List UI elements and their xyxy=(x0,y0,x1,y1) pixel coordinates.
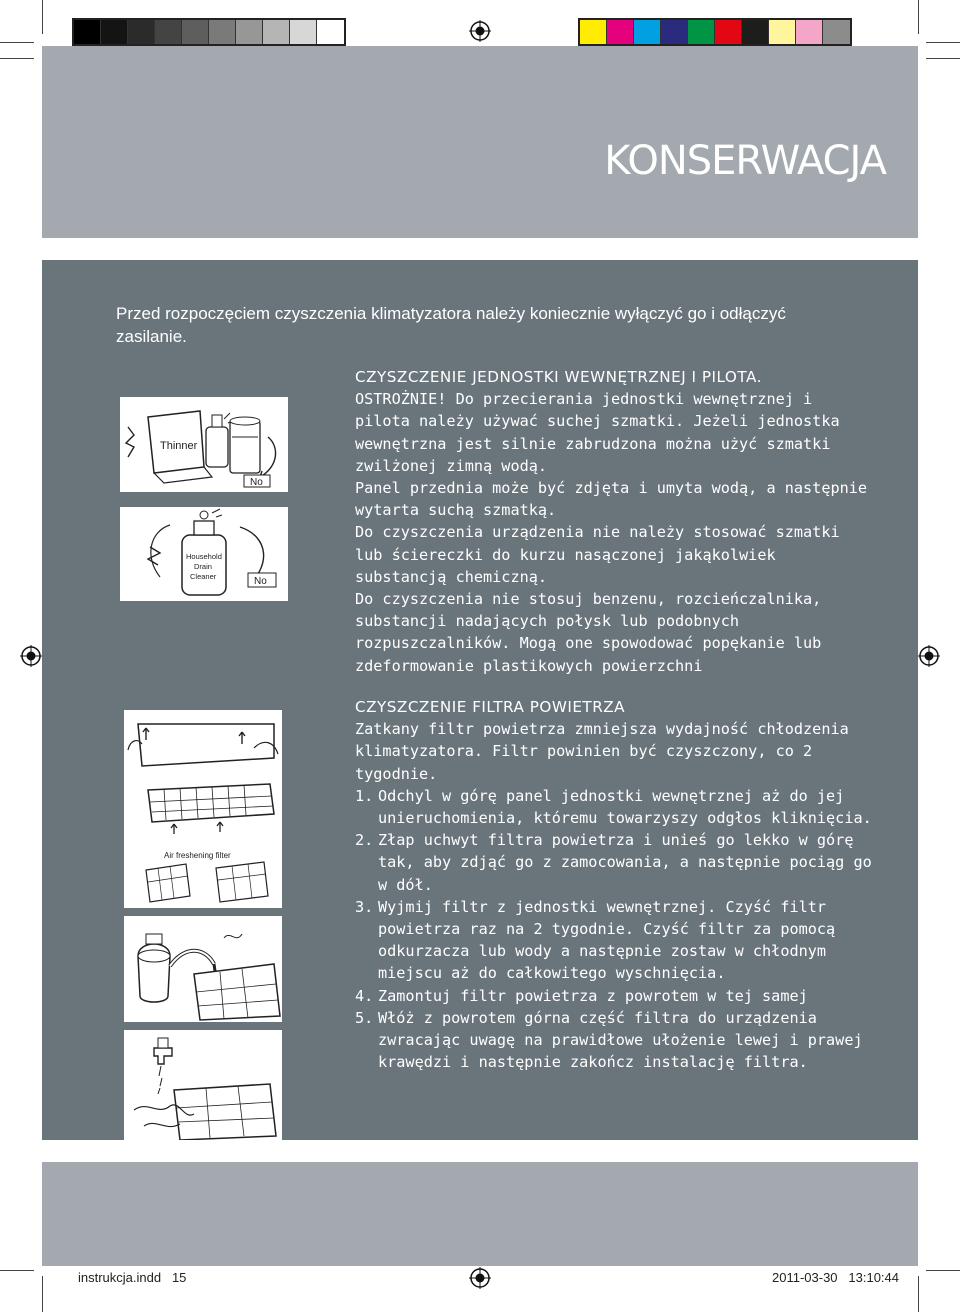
calibration-swatch xyxy=(128,20,155,44)
calibration-swatch xyxy=(742,20,769,44)
crop-mark xyxy=(42,1276,43,1312)
cleaner-label-line3: Cleaner xyxy=(190,572,217,581)
slug-time: 13:10:44 xyxy=(848,1270,899,1285)
slug-file: instrukcja.indd xyxy=(78,1270,162,1285)
calibration-swatch xyxy=(823,20,850,44)
registration-mark-icon xyxy=(469,20,491,42)
crop-mark xyxy=(0,42,34,43)
crop-mark xyxy=(926,58,960,59)
section-heading: CZYSZCZENIE JEDNOSTKI WEWNĘTRZNEJ I PILOTA. xyxy=(355,368,762,386)
crop-mark xyxy=(926,42,960,43)
filter-removal-illustration xyxy=(124,710,282,908)
cleaner-label-line1: Household xyxy=(186,552,222,561)
chemicals-illustration xyxy=(120,397,288,492)
calibration-swatch xyxy=(580,20,607,44)
registration-mark-icon xyxy=(918,645,940,667)
color-calibration-bar xyxy=(578,18,852,46)
step-item xyxy=(355,1007,875,1074)
section-heading: CZYSZCZENIE FILTRA POWIETRZA xyxy=(355,698,626,716)
calibration-swatch xyxy=(101,20,128,44)
step-item xyxy=(355,785,875,829)
step-text: Odchyl w górę panel jednostki wewnętrznej aż do jej unieruchomienia, któremu towarzyszy odgłos kliknięcia. xyxy=(378,786,872,828)
slug-timestamp xyxy=(772,1270,899,1285)
page-title: KONSERWACJA xyxy=(604,138,886,184)
step-number: 2. xyxy=(355,831,374,850)
calibration-swatch xyxy=(155,20,182,44)
step-number: 1. xyxy=(355,786,374,805)
filter-label: Air freshening filter xyxy=(164,851,231,860)
calibration-swatch xyxy=(607,20,634,44)
thinner-label: Thinner xyxy=(160,440,198,452)
air-filter-cleaning-section xyxy=(355,696,875,1073)
crop-mark xyxy=(42,0,43,34)
crop-mark xyxy=(918,1276,919,1312)
step-text: Włóż z powrotem górna część filtra do urządzenia zwracając uwagę na prawidłowe ułożenie lewej i prawej krawędzi i następnie zakończ instalację filtra. xyxy=(378,1008,863,1072)
calibration-swatch xyxy=(236,20,263,44)
crop-mark xyxy=(926,1270,960,1271)
step-item xyxy=(355,829,875,896)
no-label: No xyxy=(254,576,267,587)
calibration-swatch xyxy=(209,20,236,44)
paragraph: Do czyszczenia nie stosuj benzenu, rozcieńczalnika, substancji nadających połysk lub podobnych rozpuszczalników. Mogą one spowodować popękanie lub zdeformowanie plastikowych powierzchni xyxy=(355,590,822,675)
calibration-swatch xyxy=(769,20,796,44)
grayscale-calibration-bar xyxy=(72,18,346,46)
step-number: 3. xyxy=(355,897,374,916)
calibration-swatch xyxy=(715,20,742,44)
calibration-swatch xyxy=(796,20,823,44)
registration-mark-icon xyxy=(20,645,42,667)
cleaner-label-line2: Drain xyxy=(194,562,212,571)
vacuum-cleaning-illustration xyxy=(124,916,282,1022)
indoor-unit-cleaning-section xyxy=(355,366,875,677)
step-text: Zamontuj filtr powietrza z powrotem w tej samej xyxy=(378,986,808,1005)
step-text: Wyjmij filtr z jednostki wewnętrznej. Czyść filtr powietrza raz na 2 tygodnie. Czyść filtr za pomocą odkurzacza lub wody a następnie zostaw w chłodnym miejscu aż do całkowitego wyschnięcia. xyxy=(378,897,836,983)
calibration-swatch xyxy=(634,20,661,44)
crop-mark xyxy=(918,0,919,34)
slug-page: 15 xyxy=(171,1270,187,1285)
calibration-swatch xyxy=(688,20,715,44)
step-text: Złap uchwyt filtra powietrza i unieś go lekko w górę tak, aby zdjąć go z zamocowania, a następnie pociąg go w dół. xyxy=(378,831,872,894)
calibration-swatch xyxy=(182,20,209,44)
household-cleaner-illustration xyxy=(120,507,288,601)
slug-filename xyxy=(78,1270,186,1285)
calibration-swatch xyxy=(74,20,101,44)
step-number: 5. xyxy=(355,1008,374,1027)
calibration-swatch xyxy=(290,20,317,44)
slug-date: 2011-03-30 xyxy=(772,1270,838,1285)
calibration-swatch xyxy=(317,20,344,44)
footer-band xyxy=(42,1162,918,1266)
paragraph: OSTROŻNIE! Do przecierania jednostki wewnętrznej i pilota należy używać suchej szmatki. Jeżeli jednostka wewnętrzna jest silnie zabrudzona można użyć szmatki zwilżonej zimną wodą. xyxy=(355,390,840,475)
step-item xyxy=(355,896,875,985)
crop-mark xyxy=(0,1270,34,1271)
no-label: No xyxy=(250,477,263,488)
step-number: 4. xyxy=(355,986,374,1005)
paragraph: Zatkany filtr powietrza zmniejsza wydajność chłodzenia klimatyzatora. Filtr powinien być czyszczony, co 2 tygodnie. xyxy=(355,720,849,783)
paragraph: Panel przednia może być zdjęta i umyta wodą, a następnie wytarta suchą szmatką. xyxy=(355,479,868,520)
water-washing-illustration xyxy=(124,1030,282,1140)
step-item xyxy=(355,985,875,1007)
crop-mark xyxy=(0,58,34,59)
calibration-swatch xyxy=(263,20,290,44)
calibration-swatch xyxy=(661,20,688,44)
registration-mark-icon xyxy=(469,1267,491,1289)
paragraph: Do czyszczenia urządzenia nie należy stosować szmatki lub ściereczki do kurzu nasączonej jakąkolwiek substancją chemiczną. xyxy=(355,523,840,586)
intro-warning: Przed rozpoczęciem czyszczenia klimatyzatora należy koniecznie wyłączyć go i odłączyć zasilanie. xyxy=(116,304,786,346)
